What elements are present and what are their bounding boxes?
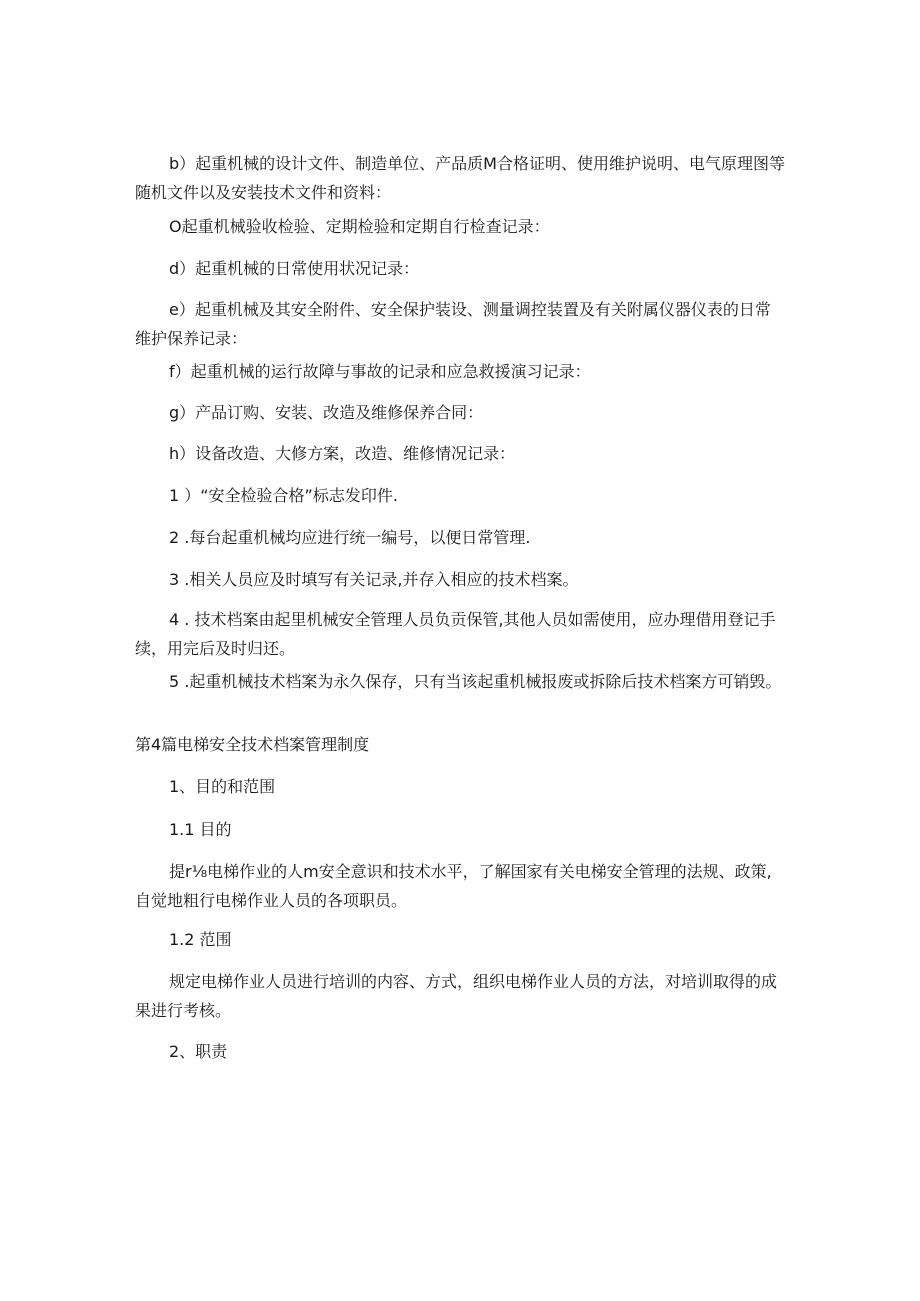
paragraph-d: d）起重机械的日常使用状况记录：: [169, 259, 420, 278]
paragraph-item-1: 1 ）“安全检验合格”标志发印件.: [169, 486, 398, 505]
paragraph-e: e）起重机械及其安全附件、安全保护装设、测量调控装置及有关附属仪器仪表的日常维护保养记录：: [135, 300, 771, 348]
paragraph-item-5: 5 .起重机械技术档案为永久保存，只有当该起重机械报废或拆除后技术档案方可销毁。: [169, 672, 782, 691]
paragraph-item-4: 4 . 技术档案由起里机械安全管理人员负贡保管,其他人员如需使用，应办理借用登记手续，用完后及时归还。: [135, 610, 776, 658]
paragraph-g: g）产品订购、安装、改造及维修保养合同：: [169, 403, 484, 422]
paragraph-item-2: 2 .每台起重机械均应进行统一编号，以便日常管理.: [169, 528, 531, 547]
paragraph-purpose: 提r⅛电梯作业的人m安全意识和技术水平，了解国家有关电梯安全管理的法规、政策,自觉地粗行电梯作业人员的各项职员。: [135, 862, 772, 910]
paragraph-c: O起重机械验收检验、定期检验和定期自行检查记录：: [169, 217, 550, 236]
heading-duties: 2、职责: [169, 1042, 228, 1061]
paragraph-scope: 规定电梯作业人员进行培训的内容、方式，组织电梯作业人员的方法，对培训取得的成果进行考核。: [135, 972, 778, 1020]
paragraph-f: f）起重机械的运行故障与事故的记录和应急救援演习记录：: [169, 362, 591, 381]
heading-purpose: 1.1 目的: [169, 820, 232, 839]
paragraph-b: b）起重机械的设计文件、制造单位、产品质M合格证明、使用维护说明、电气原理图等随机文件以及安装技术文件和资料：: [135, 154, 785, 202]
paragraph-item-3: 3 .相关人员应及时填写有关记录,并存入相应的技术档案。: [169, 570, 579, 589]
section-title: 第4篇电梯安全技术档案管理制度: [135, 735, 370, 754]
heading-scope: 1.2 范围: [169, 930, 232, 949]
heading-purpose-scope: 1、目的和范围: [169, 777, 276, 796]
paragraph-h: h）设备改造、大修方案，改造、维修情况记录：: [169, 444, 516, 463]
